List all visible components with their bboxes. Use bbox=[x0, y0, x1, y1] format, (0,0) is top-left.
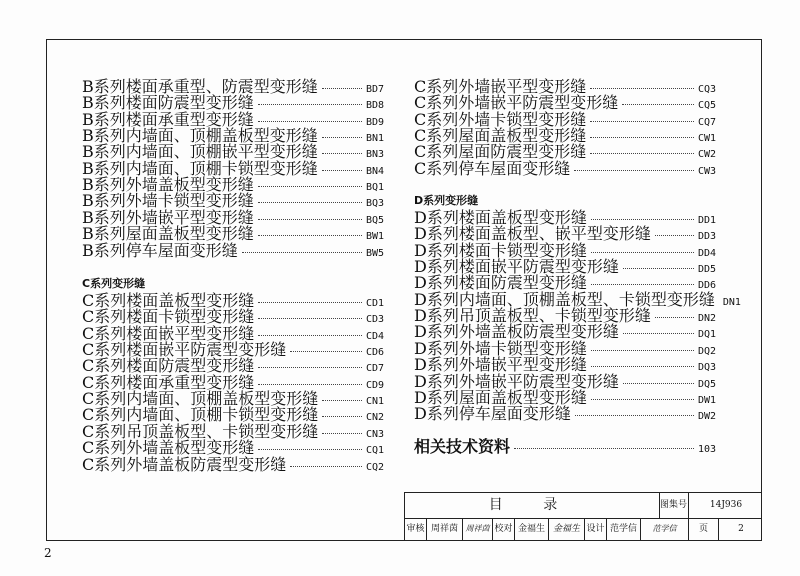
entry-code: CQ3 bbox=[697, 84, 716, 95]
entry-code: BD8 bbox=[365, 100, 384, 112]
entry-code: CW2 bbox=[697, 149, 716, 161]
toc-entry bbox=[414, 355, 716, 375]
toc-entry bbox=[82, 93, 384, 113]
entry-title: C系列楼面防震型变形缝 bbox=[82, 356, 255, 376]
sheet-page-number: 2 bbox=[738, 524, 744, 534]
entry-code: DW1 bbox=[697, 394, 716, 406]
leader-dots bbox=[258, 202, 362, 203]
toc-entry bbox=[82, 240, 384, 260]
leader-dots bbox=[290, 351, 362, 352]
check-name: 金福生 bbox=[515, 518, 549, 540]
entry-code: DW2 bbox=[697, 411, 716, 423]
toc-entry bbox=[82, 175, 384, 195]
toc-entry bbox=[414, 158, 716, 178]
toc-entry bbox=[82, 142, 384, 162]
entry-title: C系列外墙盖板型变形缝 bbox=[82, 438, 255, 458]
toc-entry bbox=[414, 79, 716, 94]
entry-title: B系列停车屋面变形缝 bbox=[82, 240, 238, 260]
leader-dots bbox=[590, 88, 694, 89]
entry-title: B系列外墙卡锁型变形缝 bbox=[82, 191, 254, 211]
entry-title: C系列楼面盖板型变形缝 bbox=[82, 291, 255, 310]
leader-dots bbox=[258, 367, 362, 368]
entry-code: CD6 bbox=[365, 347, 384, 359]
entry-title: B系列屋面盖板型变形缝 bbox=[82, 224, 254, 244]
leader-dots bbox=[591, 252, 694, 253]
toc-entry-related bbox=[414, 439, 716, 454]
design-name: 范学信 bbox=[607, 518, 641, 540]
leader-dots bbox=[591, 399, 694, 400]
leader-dots bbox=[622, 104, 694, 105]
entry-code: DQ5 bbox=[697, 378, 716, 390]
entry-code: BN1 bbox=[365, 133, 384, 145]
entry-title: 相关技术资料 bbox=[414, 437, 511, 456]
toc-entry bbox=[82, 126, 384, 146]
entry-title: D系列内墙面、顶棚盖板型、卡锁型变形缝 bbox=[414, 289, 715, 309]
entry-title: D系列楼面嵌平防震型变形缝 bbox=[414, 257, 619, 277]
entry-title: D系列屋面盖板型变形缝 bbox=[414, 387, 587, 407]
leader-dots bbox=[258, 318, 362, 319]
toc-entry bbox=[414, 240, 716, 260]
entry-code: BD7 bbox=[365, 84, 384, 95]
entry-code: 103 bbox=[697, 444, 716, 455]
leader-dots bbox=[258, 302, 362, 303]
entry-code: CN3 bbox=[365, 428, 384, 440]
leader-dots bbox=[590, 137, 694, 138]
leader-dots bbox=[655, 235, 694, 236]
leader-dots bbox=[258, 335, 362, 336]
entry-title: B系列内墙面、顶棚嵌平型变形缝 bbox=[82, 142, 318, 162]
toc-entry bbox=[82, 307, 384, 327]
toc-entry bbox=[414, 404, 716, 424]
entry-title: D系列外墙嵌平型变形缝 bbox=[414, 355, 587, 375]
entry-title: D系列停车屋面变形缝 bbox=[414, 404, 571, 424]
review-signature: 周祥茵 bbox=[463, 518, 493, 540]
entry-title: B系列内墙面、顶棚盖板型变形缝 bbox=[82, 126, 318, 146]
entry-code: DD1 bbox=[697, 215, 716, 226]
leader-dots bbox=[322, 433, 362, 434]
entry-code: CD7 bbox=[365, 363, 384, 375]
toc-entry bbox=[414, 371, 716, 391]
leader-dots bbox=[623, 333, 694, 334]
entry-title: C系列外墙盖板防震型变形缝 bbox=[82, 454, 287, 474]
title-block bbox=[404, 492, 762, 541]
toc-entry bbox=[82, 340, 384, 360]
entry-code: CD3 bbox=[365, 314, 384, 326]
entry-title: C系列楼面嵌平防震型变形缝 bbox=[82, 340, 287, 360]
check-label: 校对 bbox=[493, 518, 515, 540]
toc-entry bbox=[414, 93, 716, 113]
leader-dots bbox=[258, 235, 362, 236]
entry-title: B系列外墙嵌平型变形缝 bbox=[82, 207, 254, 227]
leader-dots bbox=[591, 350, 694, 351]
toc-entry bbox=[414, 210, 716, 225]
entry-title: D系列吊顶盖板型、卡锁型变形缝 bbox=[414, 306, 651, 326]
leader-dots bbox=[258, 104, 362, 105]
entry-title: B系列楼面承重型变形缝 bbox=[82, 109, 254, 129]
entry-code: CD4 bbox=[365, 330, 384, 342]
entry-code: CQ2 bbox=[365, 461, 384, 473]
toc-entry bbox=[414, 109, 716, 129]
title-block-row-bottom bbox=[405, 518, 762, 540]
leader-dots bbox=[591, 284, 694, 285]
toc-entry bbox=[82, 207, 384, 227]
toc-entry bbox=[414, 322, 716, 342]
leader-dots bbox=[258, 121, 362, 122]
leader-dots bbox=[322, 400, 362, 401]
toc-entry bbox=[414, 306, 716, 326]
entry-title: B系列外墙盖板型变形缝 bbox=[82, 175, 254, 195]
entry-title: D系列外墙嵌平防震型变形缝 bbox=[414, 371, 619, 391]
entry-code: BN4 bbox=[365, 165, 384, 177]
entry-title: B系列楼面承重型、防震型变形缝 bbox=[82, 77, 318, 96]
toc-entry bbox=[414, 142, 716, 162]
entry-title: B系列内墙面、顶棚卡锁型变形缝 bbox=[82, 158, 318, 178]
toc-entry bbox=[82, 323, 384, 343]
toc-entry bbox=[82, 293, 384, 308]
entry-code: BQ3 bbox=[365, 198, 384, 210]
entry-code: DQ3 bbox=[697, 362, 716, 374]
entry-title: D系列楼面盖板型变形缝 bbox=[414, 208, 587, 227]
leader-dots bbox=[258, 186, 362, 187]
toc-entry bbox=[414, 224, 716, 244]
entry-code: BN3 bbox=[365, 149, 384, 161]
entry-code: CD9 bbox=[365, 379, 384, 391]
section-heading-d: D系列变形缝 bbox=[414, 194, 479, 207]
entry-code: BW5 bbox=[365, 247, 384, 259]
entry-code: CQ7 bbox=[697, 116, 716, 128]
leader-dots bbox=[322, 170, 362, 171]
entry-title: C系列外墙嵌平防震型变形缝 bbox=[414, 93, 619, 113]
toc-entry bbox=[414, 289, 741, 309]
entry-code: DD5 bbox=[697, 264, 716, 276]
entry-title: C系列吊顶盖板型、卡锁型变形缝 bbox=[82, 421, 319, 441]
entry-title: C系列外墙卡锁型变形缝 bbox=[414, 109, 587, 129]
toc-entry bbox=[414, 257, 716, 277]
entry-code: DQ2 bbox=[697, 345, 716, 357]
toc-entry bbox=[82, 372, 384, 392]
page-number: 2 bbox=[44, 546, 52, 560]
leader-dots bbox=[591, 366, 694, 367]
design-label: 设计 bbox=[585, 518, 607, 540]
leader-dots bbox=[655, 317, 694, 318]
toc-entry bbox=[82, 389, 384, 409]
entry-code: CD1 bbox=[365, 298, 384, 309]
toc-entry bbox=[414, 273, 716, 293]
entry-title: D系列楼面防震型变形缝 bbox=[414, 273, 587, 293]
page-label: 页 bbox=[689, 518, 719, 540]
title-block-row-top bbox=[405, 493, 762, 519]
entry-code: BD9 bbox=[365, 116, 384, 128]
leader-dots bbox=[623, 268, 694, 269]
atlas-number: 14J936 bbox=[709, 500, 743, 510]
entry-code: DN1 bbox=[722, 296, 741, 308]
toc-entry bbox=[82, 79, 384, 94]
entry-code: CQ5 bbox=[697, 100, 716, 112]
entry-title: C系列楼面嵌平型变形缝 bbox=[82, 323, 255, 343]
entry-title: C系列屋面防震型变形缝 bbox=[414, 142, 587, 162]
entry-title: D系列外墙盖板防震型变形缝 bbox=[414, 322, 619, 342]
leader-dots bbox=[322, 88, 362, 89]
entry-code: DD4 bbox=[697, 247, 716, 259]
entry-code: CN1 bbox=[365, 396, 384, 408]
review-label: 审核 bbox=[405, 518, 427, 540]
atlas-label: 图集号 bbox=[659, 493, 689, 518]
entry-title: C系列外墙嵌平型变形缝 bbox=[414, 77, 587, 96]
toc-entry bbox=[82, 158, 384, 178]
entry-code: BQ5 bbox=[365, 214, 384, 226]
leader-dots bbox=[242, 252, 362, 253]
entry-title: D系列外墙卡锁型变形缝 bbox=[414, 338, 587, 358]
leader-dots bbox=[258, 449, 362, 450]
leader-dots bbox=[322, 137, 362, 138]
entry-title: B系列楼面防震型变形缝 bbox=[82, 93, 254, 113]
leader-dots bbox=[590, 153, 694, 154]
entry-title: C系列楼面卡锁型变形缝 bbox=[82, 307, 255, 327]
toc-entry bbox=[82, 109, 384, 129]
entry-code: DD3 bbox=[697, 231, 716, 243]
leader-dots bbox=[574, 170, 694, 171]
entry-code: DD6 bbox=[697, 280, 716, 292]
entry-code: CW1 bbox=[697, 133, 716, 145]
leader-dots bbox=[575, 415, 694, 416]
entry-code: DQ1 bbox=[697, 329, 716, 341]
entry-title: C系列楼面承重型变形缝 bbox=[82, 372, 255, 392]
toc-entry bbox=[414, 338, 716, 358]
section-heading-c: C系列变形缝 bbox=[82, 277, 146, 290]
entry-title: D系列楼面盖板型、嵌平型变形缝 bbox=[414, 224, 651, 244]
entry-title: C系列内墙面、顶棚盖板型变形缝 bbox=[82, 389, 319, 409]
review-name: 周祥茵 bbox=[427, 518, 463, 540]
toc-entry bbox=[414, 126, 716, 146]
leader-dots bbox=[290, 466, 362, 467]
check-signature: 金福生 bbox=[549, 518, 585, 540]
entry-code: CW3 bbox=[697, 165, 716, 177]
entry-title: C系列内墙面、顶棚卡锁型变形缝 bbox=[82, 405, 319, 425]
toc-entry bbox=[82, 454, 384, 474]
entry-title: C系列停车屋面变形缝 bbox=[414, 158, 571, 178]
entry-code: DN2 bbox=[697, 313, 716, 325]
entry-title: D系列楼面卡锁型变形缝 bbox=[414, 240, 587, 260]
toc-entry bbox=[414, 387, 716, 407]
leader-dots bbox=[623, 383, 694, 384]
toc-entry bbox=[82, 191, 384, 211]
leader-dots bbox=[514, 448, 694, 449]
toc-entry bbox=[82, 405, 384, 425]
entry-title: C系列屋面盖板型变形缝 bbox=[414, 126, 587, 146]
entry-code: CQ1 bbox=[365, 445, 384, 457]
toc-entry bbox=[82, 421, 384, 441]
entry-code: BQ1 bbox=[365, 182, 384, 194]
toc-entry bbox=[82, 356, 384, 376]
toc-entry bbox=[82, 438, 384, 458]
leader-dots bbox=[322, 153, 362, 154]
entry-code: BW1 bbox=[365, 231, 384, 243]
drawing-title: 目 录 bbox=[405, 493, 660, 518]
leader-dots bbox=[322, 416, 362, 417]
toc-entry bbox=[82, 224, 384, 244]
design-signature: 范学信 bbox=[641, 518, 689, 540]
entry-code: CN2 bbox=[365, 412, 384, 424]
leader-dots bbox=[590, 121, 694, 122]
leader-dots bbox=[258, 384, 362, 385]
leader-dots bbox=[591, 219, 694, 220]
leader-dots bbox=[258, 219, 362, 220]
